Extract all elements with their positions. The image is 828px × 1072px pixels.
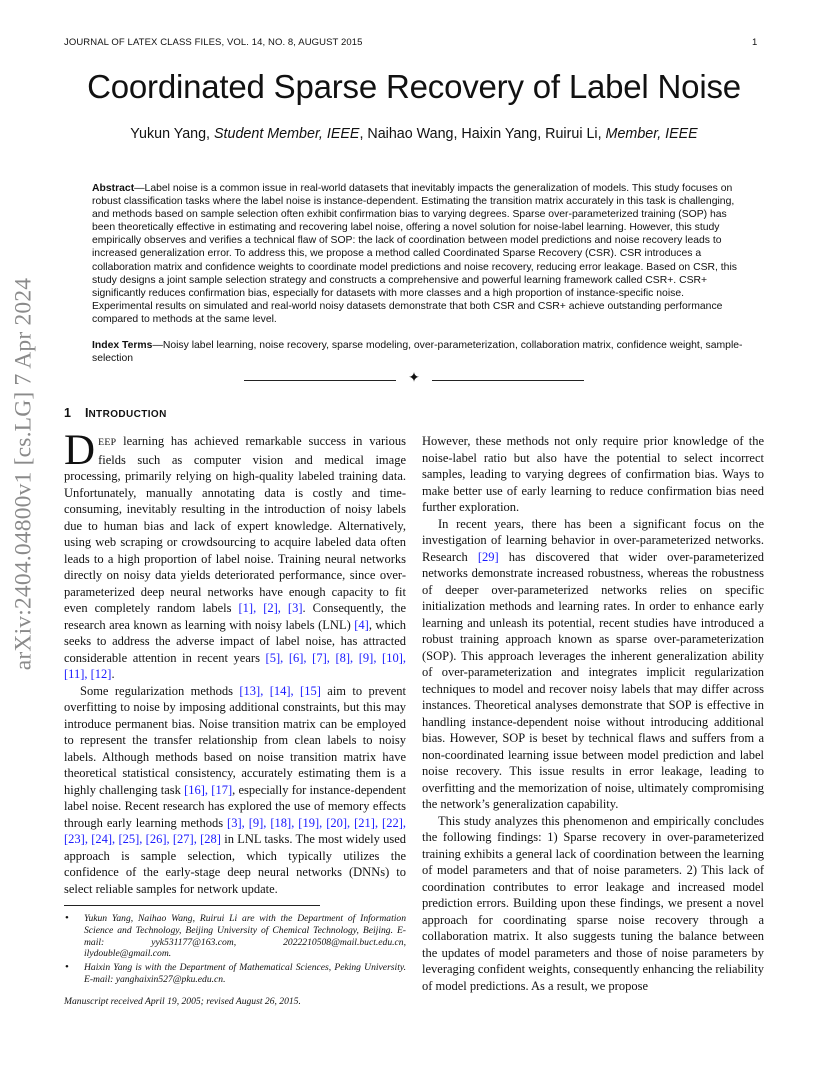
citation-link[interactable]: [4] — [354, 617, 369, 632]
footnote-item: • Haixin Yang is with the Department of Mathematical Sciences, Peking University. E-mail: yanghaixin527@pku.edu.cn. — [64, 962, 406, 986]
paragraph — [422, 516, 764, 813]
paragraph: However, these methods not only require prior knowledge of the noise-label ratio but also have the potential to select incorrect samples, leading to varying degrees of confirmation bias. Ways to make better use of early learning to reduce confirmation bias need further exploration. — [422, 434, 764, 514]
citation-link[interactable]: [13], [14], [15] — [239, 683, 321, 698]
text-run: learning has achieved remarkable success in various fields such as computer vision and medical image processing, primarily relying on high-quality labeled training data. Unfortunately, manually annotating data is costly and time-consuming, inevitably resulting in the introduction of noisy labels due to human bias and lack of expert knowledge. Alternatively, using web scraping or crowdsourcing to acquire labeled data often leads to a high proportion of label noise. Training neural networks directly on noisy data yields deteriorated performance, since over-parameterized deep neural networks have enough capacity to fit even completely random labels — [64, 434, 406, 615]
author-names-1: Yukun Yang, — [130, 126, 215, 142]
index-terms — [92, 339, 744, 365]
text-run: . Consequently, the research area known as learning with noisy labels (LNL) — [64, 601, 406, 632]
section-heading — [64, 406, 167, 420]
right-column — [422, 433, 764, 994]
abstract-text: —Label noise is a common issue in real-world datasets that inevitably impacts the generalization of models. This study focuses on robust classification tasks where the label noise is instance-dependent. Estimating the transition matrix accurately in this task is challenging, and methods based on sample selection often exhibit confirmation bias to varying degrees. Sparse over-parameterized training (SOP) has been theoretically effective in estimating and recovering label noise, offering a novel solution for noise-label learning. However, this study empirically observes and verifies a technical flaw of SOP: the lack of coordination between model predictions and noise recovery leads to increased generalization error. To address this, we propose a method called Coordinated Sparse Recovery (CSR). CSR introduces a collaboration matrix and confidence weights to coordinate model predictions and noise recovery, reducing error leakage. Based on CSR, this study designs a joint sample selection strategy and constructs a comprehensive and powerful learning framework called CSR+. CSR+ significantly reduces confirmation bias, especially for datasets with more classes and a high proportion of instance-specific noise. Experimental results on simulated and real-world noisy datasets demonstrate that both CSR and CSR+ achieve outstanding performance compared to methods at the same level. — [92, 183, 737, 325]
citation-link[interactable]: [5], [6], [7], [8], [9], [10], [11], [12] — [64, 650, 407, 681]
text-run: In recent years, there has been a significant focus on the investigation of learning behavior in over-parameterized networks. Research — [422, 516, 764, 564]
author-names-2: , Naihao Wang, Haixin Yang, Ruirui Li, — [359, 126, 606, 142]
section-number: 1 — [64, 406, 71, 420]
author-line — [60, 126, 768, 142]
text-run: aim to prevent overfitting to noise by imposing additional constraints, but this may introduce permanent bias. Noise transition matrix can be employed to represent the transfer relationship from clean labels to noisy labels. Although methods based on noise transition matrix have theoretical statistical consistency, accurately estimating them is a highly challenging task — [64, 683, 406, 797]
paragraph: This study analyzes this phenomenon and empirically concludes the following findings: 1) Sparse recovery in over-parameterized training exhibits a general lack of coordination between the learning of model parameters and that of noise parameters. 2) This lack of coordination contributes to error leakage and increased model prediction errors. Building upon these findings, we present a novel approach for coordinating sparse noise recovery through a collaboration matrix. It also suggests tuning the balance between the updates of model parameters and those of noise parameters by leveraging confident weights, consequently enhancing the reliability of model predictions. As a result, we propose — [422, 813, 764, 993]
author-role-2: Member, IEEE — [605, 126, 698, 142]
footnote-item: • Yukun Yang, Naihao Wang, Ruirui Li are with the Department of Information Science and Technology, Beijing University of Chemical Technology, Beijing. E-mail: yyk531177@163.com, 2022210508@mail.buct.edu.cn, ilydouble@gmail.com. — [64, 913, 406, 960]
page-number: 1 — [752, 37, 758, 48]
section-title-initial: I — [84, 406, 89, 420]
divider-line-right — [432, 380, 584, 381]
text-run: , especially for instance-dependent label noise. Recent research has explored the use of memory effects through early learning methods — [64, 782, 406, 830]
drop-cap: D — [64, 427, 96, 474]
arxiv-stamp — [0, 0, 48, 1072]
abstract-label: Abstract — [92, 183, 135, 194]
diamond-icon: ✦ — [408, 371, 420, 386]
index-terms-text: —Noisy label learning, noise recovery, sparse modeling, over-parameterization, collaboration matrix, confidence weight, sample-selection — [92, 340, 743, 365]
paper-title: Coordinated Sparse Recovery of Label Noise — [87, 68, 741, 105]
footnotes — [64, 913, 406, 988]
index-terms-label: Index Terms — [92, 340, 153, 351]
manuscript-note: Manuscript received April 19, 2005; revised August 26, 2015. — [64, 996, 301, 1007]
citation-link[interactable]: [3], [9], [18], [19], [20], [21], [22], [23], [24], [25], [26], [27], [28] — [64, 815, 406, 846]
citation-link[interactable]: [29] — [477, 549, 499, 564]
paragraph — [64, 427, 407, 683]
footnote-rule — [64, 905, 320, 906]
text-run: has discovered that wider over-parameterized networks demonstrate increased robustness, whereas the robustness of deeper over-parameterized networks relies on specific initialization methods and learning rates. In order to enhance early learning and unleash its potential, recent studies have introduced a robust training approach known as sparse over-parameterization (SOP). This approach leverages the inherent generalization ability of over-parameterization and integrates implicit regularization techniques to model and recover noisy labels that may differ across instances. Theoretical analyses demonstrate that SOP is effective in handling instance-dependent noise without introducing additional bias. However, SOP is beset by technical flaws and suffers from a non-coordinated learning issue between model prediction and label noise recovery. This issue results in error leakage, leading to overfitting and the memorization of noise, ultimately compromising the network’s generalization capability. — [422, 549, 765, 811]
arxiv-identifier: arXiv:2404.04800v1 [cs.LG] 7 Apr 2024 — [10, 277, 37, 671]
paragraph — [64, 683, 406, 898]
citation-link[interactable]: [16], [17] — [184, 782, 233, 797]
text-run: Some regularization methods — [80, 683, 240, 698]
text-run: . — [111, 667, 115, 681]
section-title-rest: NTRODUCTION — [88, 409, 167, 420]
text-run: , which seeks to address the adverse impact of label noise, has attracted considerable attention in recent years — [64, 617, 406, 665]
running-head: JOURNAL OF LATEX CLASS FILES, VOL. 14, NO. 8, AUGUST 2015 — [64, 37, 363, 48]
lead-smallcaps: EEP — [98, 437, 117, 448]
left-column — [64, 427, 407, 897]
divider-line-left — [244, 380, 396, 381]
author-role-1: Student Member, IEEE — [214, 126, 360, 142]
citation-link[interactable]: [1], [2], [3] — [238, 601, 303, 615]
abstract — [92, 182, 744, 326]
section-divider — [244, 373, 584, 387]
text-run: in LNL tasks. The most widely used approach is sample selection, which typically utilizes the confidence of the early-stage deep neural networks (DNNs) to select reliable samples for network update. — [64, 832, 407, 896]
